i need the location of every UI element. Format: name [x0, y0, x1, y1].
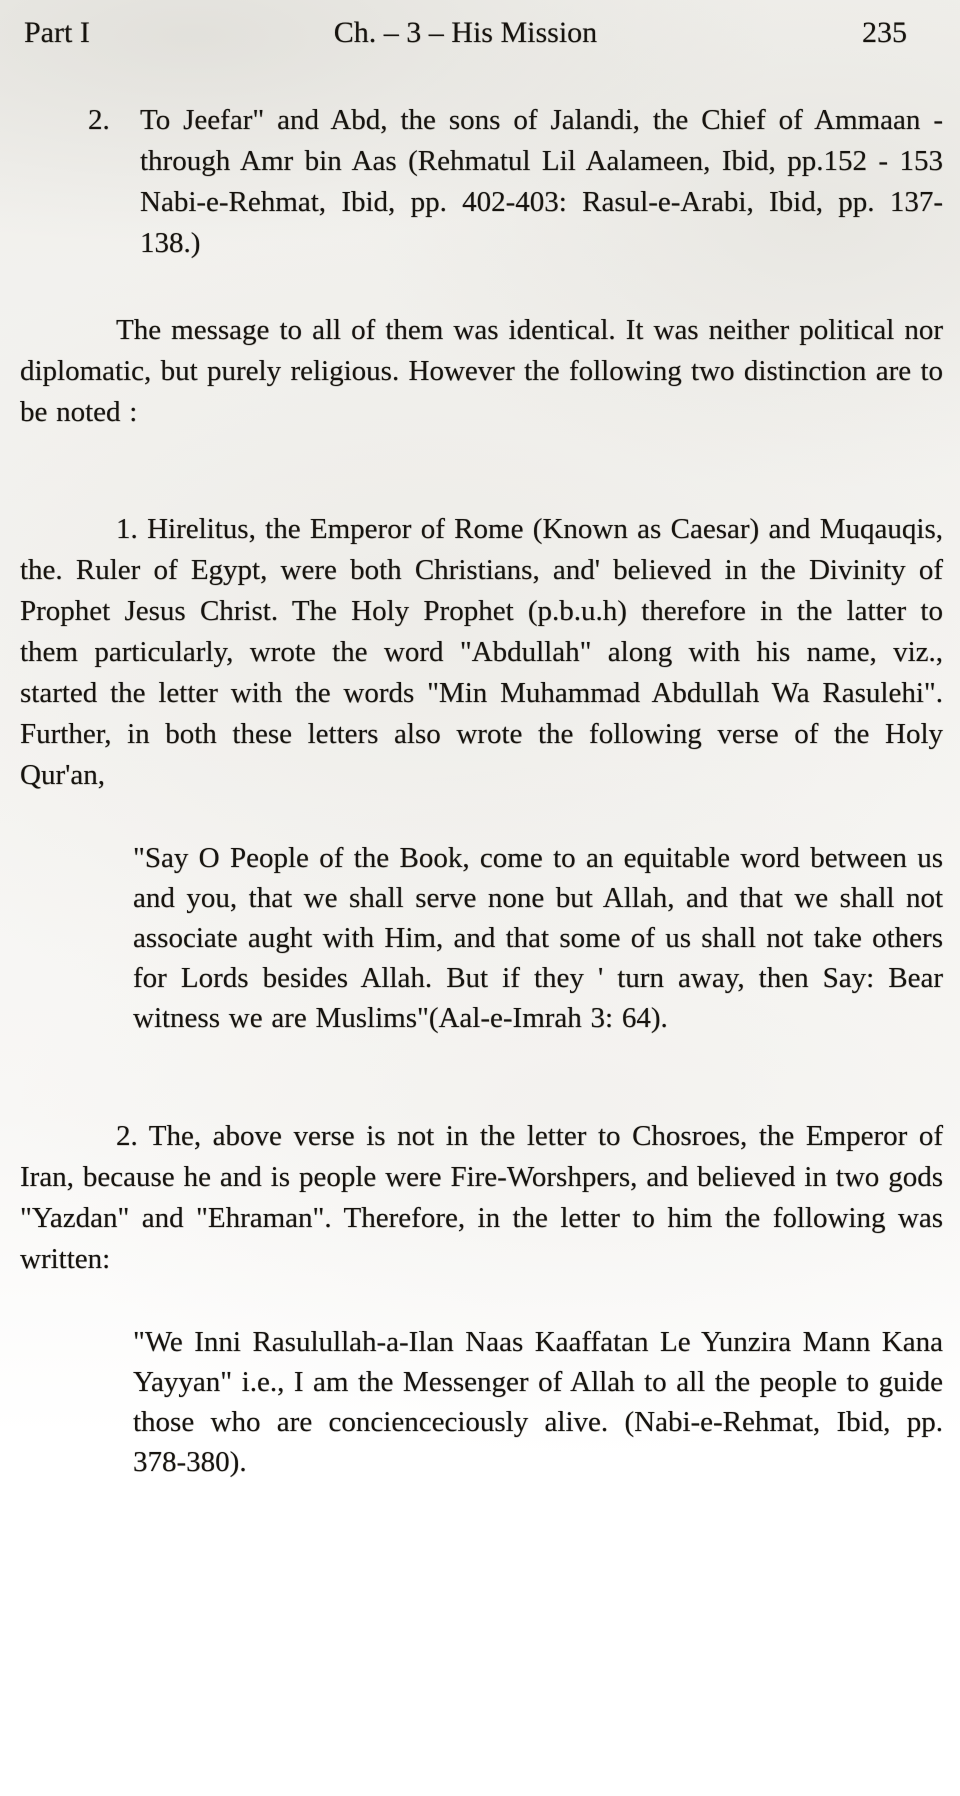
list-item-text: To Jeefar" and Abd, the sons of Jalandi, the Chief of Ammaan - through Amr bin Aas (Rehmatul Lil Aalameen, Ibid, pp.152 - 153 Nabi-e-Rehmat, Ibid, pp. 402-403: Rasul-e-Arabi, Ibid, pp. 137-138.) [140, 104, 943, 259]
quran-verse-quote: "Say O People of the Book, come to an equitable word between us and you, that we shall serve none but Allah, and that we shall not associate aught with Him, and that some of us shall not take others for Lords besides Allah. But if they ' turn away, then Say: Bear witness we are Muslims"(Aal-e-Imrah 3: 64). [133, 842, 943, 1034]
page-header [0, 0, 960, 52]
letter-text-quote: "We Inni Rasulullah-a-Ilan Naas Kaaffatan Le Yunzira Mann Kana Yayyan" i.e., I am the Messenger of Allah to all the people to guide those who are concienceciously alive. (Nabi-e-Rehmat, Ibid, pp. 378-380). [133, 1326, 943, 1478]
header-page-number: 235 [862, 16, 907, 49]
header-part-label: Part I [24, 16, 90, 49]
list-item [88, 100, 943, 264]
paragraph-intro: The message to all of them was identical. It was neither political nor diplomatic, but purely religious. However the following two distinction are to be noted : [20, 314, 943, 428]
list-item-number: 2. [88, 104, 110, 136]
header-chapter-title: Ch. – 3 – His Mission [333, 16, 598, 49]
paragraph-point2: 2. The, above verse is not in the letter to Chosroes, the Emperor of Iran, because he and is people were Fire-Worshpers, and believed in two gods "Yazdan" and "Ehraman". Therefore, in the letter to him the following was written: [20, 1120, 943, 1275]
paragraph-point1: 1. Hirelitus, the Emperor of Rome (Known as Caesar) and Muqauqis, the. Ruler of Egypt, were both Christians, and' believed in the Divinity of Prophet Jesus Christ. The Holy Prophet (p.b.u.h) therefore in the latter to them particularly, wrote the word "Abdullah" along with his name, viz., started the letter with the words "Min Muhammad Abdullah Wa Rasulehi". Further, in both these letters also wrote the following verse of the Holy Qur'an, [20, 513, 943, 791]
